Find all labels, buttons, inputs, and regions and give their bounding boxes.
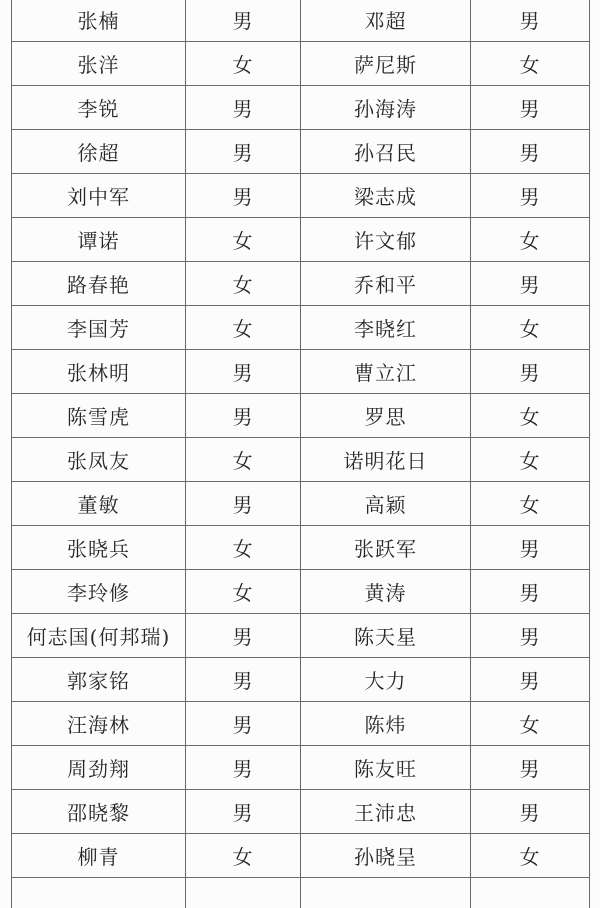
name-cell: 谭诺 (12, 218, 186, 262)
gender-cell: 男 (186, 174, 301, 218)
name-cell: 张晓兵 (12, 526, 186, 570)
gender-cell: 女 (471, 306, 590, 350)
gender-cell: 女 (186, 834, 301, 878)
name-cell: 高颖 (301, 482, 471, 526)
gender-cell: 男 (186, 746, 301, 790)
table-body (12, 0, 590, 908)
table-row (12, 130, 590, 174)
gender-cell: 男 (471, 570, 590, 614)
table-row (12, 790, 590, 834)
name-cell: 曹立江 (301, 350, 471, 394)
name-cell: 许文郁 (301, 218, 471, 262)
table-row (12, 350, 590, 394)
name-cell: 张洋 (12, 42, 186, 86)
empty-cell (301, 878, 471, 908)
gender-cell: 男 (186, 482, 301, 526)
table-row (12, 262, 590, 306)
name-cell: 李锐 (12, 86, 186, 130)
name-cell: 陈友旺 (301, 746, 471, 790)
name-cell: 李玲修 (12, 570, 186, 614)
name-cell: 张跃军 (301, 526, 471, 570)
table-row (12, 218, 590, 262)
name-cell: 邵晓黎 (12, 790, 186, 834)
name-cell: 柳青 (12, 834, 186, 878)
gender-cell: 女 (186, 218, 301, 262)
table-row (12, 702, 590, 746)
gender-cell: 男 (471, 746, 590, 790)
name-cell: 大力 (301, 658, 471, 702)
gender-cell: 女 (186, 570, 301, 614)
gender-cell: 女 (186, 262, 301, 306)
name-cell: 张林明 (12, 350, 186, 394)
gender-cell: 女 (471, 702, 590, 746)
name-cell: 张楠 (12, 0, 186, 42)
name-cell: 董敏 (12, 482, 186, 526)
name-cell: 萨尼斯 (301, 42, 471, 86)
gender-cell: 男 (471, 526, 590, 570)
table-row (12, 526, 590, 570)
gender-cell: 男 (186, 658, 301, 702)
table-row (12, 834, 590, 878)
name-cell: 罗思 (301, 394, 471, 438)
gender-cell: 女 (471, 218, 590, 262)
name-cell: 邓超 (301, 0, 471, 42)
table-row (12, 42, 590, 86)
gender-cell: 女 (186, 526, 301, 570)
gender-cell: 男 (186, 614, 301, 658)
gender-cell: 女 (471, 834, 590, 878)
gender-cell: 男 (186, 0, 301, 42)
name-cell: 刘中军 (12, 174, 186, 218)
gender-cell: 男 (471, 174, 590, 218)
gender-cell: 男 (186, 130, 301, 174)
table-row (12, 438, 590, 482)
table-row (12, 174, 590, 218)
table-row (12, 306, 590, 350)
table-row (12, 482, 590, 526)
name-gender-table (11, 0, 590, 908)
name-cell: 李国芳 (12, 306, 186, 350)
gender-cell: 女 (471, 42, 590, 86)
gender-cell: 男 (471, 790, 590, 834)
gender-cell: 男 (471, 130, 590, 174)
gender-cell: 女 (186, 42, 301, 86)
name-cell: 陈炜 (301, 702, 471, 746)
table-row (12, 394, 590, 438)
name-cell: 李晓红 (301, 306, 471, 350)
name-cell: 汪海林 (12, 702, 186, 746)
name-cell: 陈天星 (301, 614, 471, 658)
gender-cell: 男 (471, 0, 590, 42)
gender-cell: 女 (471, 394, 590, 438)
table-row (12, 658, 590, 702)
name-cell: 周劲翔 (12, 746, 186, 790)
gender-cell: 男 (471, 350, 590, 394)
name-cell: 徐超 (12, 130, 186, 174)
gender-cell: 男 (471, 262, 590, 306)
empty-cell (12, 878, 186, 908)
table-row (12, 0, 590, 42)
name-cell: 孙晓呈 (301, 834, 471, 878)
name-cell: 梁志成 (301, 174, 471, 218)
gender-cell: 男 (471, 658, 590, 702)
gender-cell: 女 (186, 438, 301, 482)
name-cell: 何志国(何邦瑞) (12, 614, 186, 658)
name-cell: 乔和平 (301, 262, 471, 306)
name-cell: 王沛忠 (301, 790, 471, 834)
name-cell: 路春艳 (12, 262, 186, 306)
gender-cell: 女 (471, 438, 590, 482)
gender-cell: 女 (471, 482, 590, 526)
gender-cell: 男 (471, 614, 590, 658)
name-cell: 黄涛 (301, 570, 471, 614)
gender-cell: 男 (186, 790, 301, 834)
gender-cell: 女 (186, 306, 301, 350)
gender-cell: 男 (186, 394, 301, 438)
gender-cell: 男 (186, 702, 301, 746)
name-cell: 陈雪虎 (12, 394, 186, 438)
name-cell: 诺明花日 (301, 438, 471, 482)
table-row (12, 614, 590, 658)
gender-cell: 男 (186, 86, 301, 130)
empty-cell (471, 878, 590, 908)
table-row (12, 570, 590, 614)
gender-cell: 男 (471, 86, 590, 130)
name-cell: 张凤友 (12, 438, 186, 482)
name-cell: 孙海涛 (301, 86, 471, 130)
name-cell: 郭家铭 (12, 658, 186, 702)
name-cell: 孙召民 (301, 130, 471, 174)
gender-cell: 男 (186, 350, 301, 394)
table-row (12, 86, 590, 130)
empty-cell (186, 878, 301, 908)
table-row (12, 746, 590, 790)
table-row (12, 878, 590, 908)
